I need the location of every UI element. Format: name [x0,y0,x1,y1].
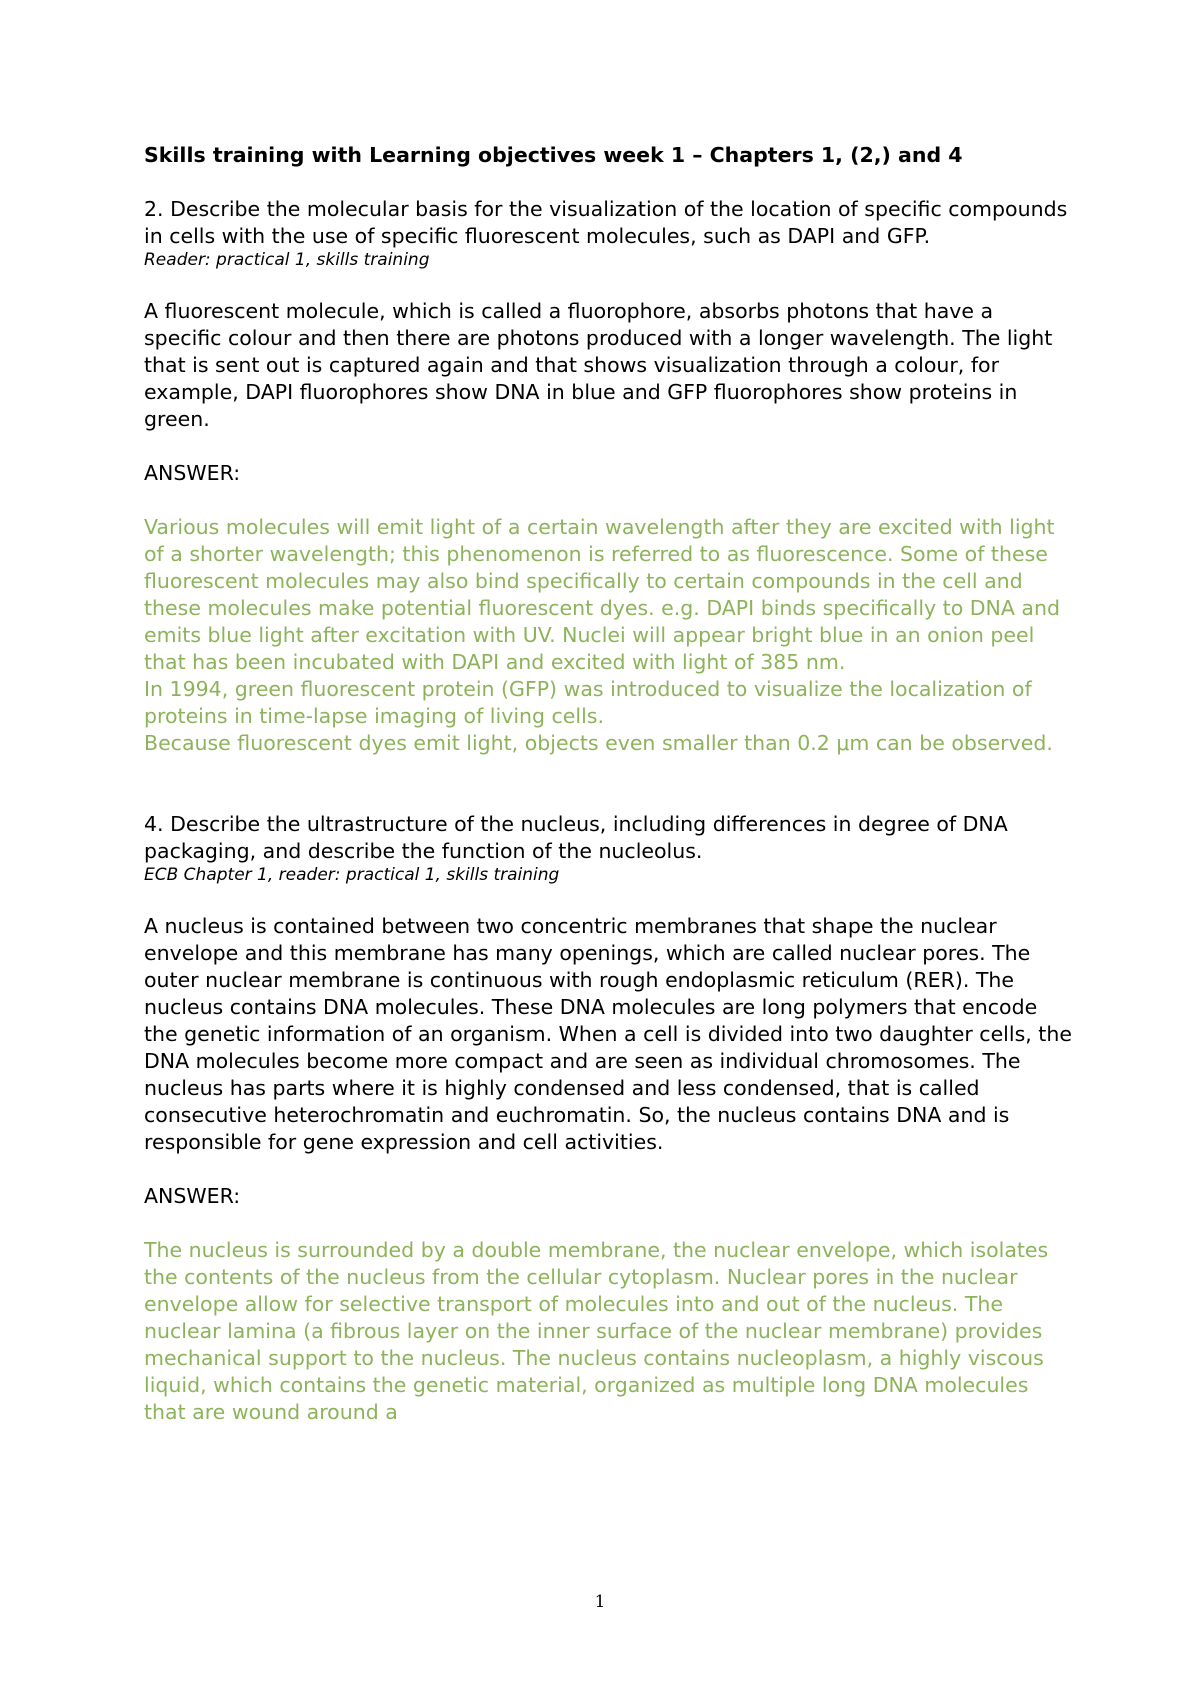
question-4-student-answer: A nucleus is contained between two concentric membranes that shape the nuclear envelope and this membrane has many openings, which are called nuclear pores. The outer nuclear membrane is continuous with rough endoplasmic reticulum (RER). The nucleus contains DNA molecules. These DNA molecules are long polymers that encode the genetic information of an organism. When a cell is divided into two daughter cells, the DNA molecules become more compact and are seen as individual chromosomes. The nucleus has parts where it is highly condensed and less condensed, that is called consecutive heterochromatin and euchromatin. So, the nucleus contains DNA and is responsible for gene expression and cell activities. [144,914,1072,1154]
page-number: 1 [594,1592,606,1612]
question-2-answer-label: ANSWER: [144,461,241,485]
document-body [144,142,1074,1426]
question-4-answer-label: ANSWER: [144,1184,241,1208]
question-2: 2. Describe the molecular basis for the visualization of the location of specific compounds in cells with the use of specific fluorescent molecules, such as DAPI and GFP. [144,197,1068,248]
question-4-answer-paragraph-1: The nucleus is surrounded by a double membrane, the nuclear envelope, which isolates the contents of the nucleus from the cellular cytoplasm. Nuclear pores in the nuclear envelope allow for selective transport of molecules into and out of the nucleus. The nuclear lamina (a fibrous layer on the inner surface of the nuclear membrane) provides mechanical support to the nucleus. The nucleus contains nucleoplasm, a highly viscous liquid, which contains the genetic material, organized as multiple long DNA molecules that are wound around a [144,1238,1049,1424]
question-2-answer-paragraph-3: Because fluorescent dyes emit light, objects even smaller than 0.2 μm can be observed. [144,731,1053,755]
section-spacer [144,757,1074,811]
question-4-source: ECB Chapter 1, reader: practical 1, skills training [144,865,560,885]
question-2-student-answer: A fluorescent molecule, which is called a fluorophore, absorbs photons that have a specific colour and then there are photons produced with a longer wavelength. The light that is sent out is captured again and that shows visualization through a colour, for example, DAPI fluorophores show DNA in blue and GFP fluorophores show proteins in green. [144,299,1053,431]
question-4: 4. Describe the ultrastructure of the nucleus, including differences in degree of DNA packaging, and describe the function of the nucleolus. [144,812,1008,863]
page-title: Skills training with Learning objectives week 1 – Chapters 1, (2,) and 4 [144,143,963,167]
question-2-answer-paragraph-2: In 1994, green fluorescent protein (GFP) was introduced to visualize the localization of proteins in time-lapse imaging of living cells. [144,677,1032,728]
question-2-source: Reader: practical 1, skills training [144,250,430,270]
question-2-answer-paragraph-1: Various molecules will emit light of a certain wavelength after they are excited with light of a shorter wavelength; this phenomenon is referred to as fluorescence. Some of these fluorescent molecules may also bind specifically to certain compounds in the cell and these molecules make potential fluorescent dyes. e.g. DAPI binds specifically to DNA and emits blue light after excitation with UV. Nuclei will appear bright blue in an onion peel that has been incubated with DAPI and excited with light of 385 nm. [144,515,1061,674]
